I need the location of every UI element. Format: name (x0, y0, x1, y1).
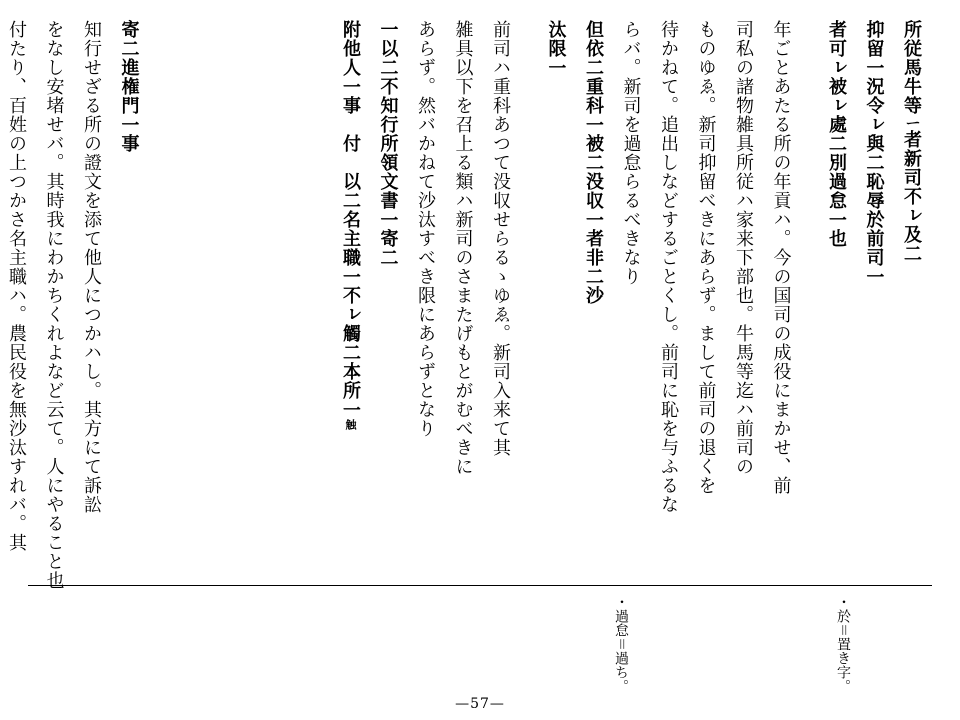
footnote-1: ・於＝置き字。 (835, 595, 851, 693)
footnote-divider (28, 585, 932, 586)
text-line-6: ものゆゑ。新司抑留べきにあらず。まして前司の退くを (695, 20, 717, 495)
page-number: —57— (455, 696, 505, 712)
text-line-15-main: 附他人㆒事 付 以㆓名主職㆒不ㇾ觸㆓本所㆒ (340, 20, 361, 419)
vertical-text-body (0, 20, 930, 590)
text-line-5: 司私の諸物雑具所従ハ家来下部也。牛馬等迄ハ前司の (733, 20, 754, 476)
text-line-16 (110, 20, 332, 580)
text-line-10: 汰限㆒ (545, 20, 567, 77)
text-line-12: 雑具以下を召上る類ハ新司のさまたげもとがむべきに (452, 20, 474, 476)
text-line-1: 所従馬牛等ㄧ者新司不ㇾ及㆓ (901, 20, 922, 264)
text-line-9: 但依㆓重科㆒被㆓没収㆒者非㆓沙 (583, 20, 604, 305)
ruby-annotation: 触 (344, 419, 357, 431)
text-line-13: あらず。然バかねて沙汰すべき限にあらずとなり (415, 20, 436, 438)
text-line-2: 抑留㆒況令ㇾ與㆓恥辱於前司㆒ (863, 20, 885, 286)
text-line-4: 年ごとあたる所の年貢ハ。今の国司の成役にまかせ、前 (770, 20, 792, 495)
text-line-19: 付たり、百姓の上つかさ名主職ハ。農民役を無沙汰すれバ。其 (6, 20, 27, 552)
text-line-16-main: 寄㆓進権門㆒事 (118, 20, 140, 153)
text-line-3: 者可ㇾ被ㇾ處㆓別過怠㆒也 (826, 20, 847, 248)
text-line-17: 知行せざる所の證文を添て他人につかハし。其方にて訴訟 (81, 20, 102, 514)
text-line-11: 前司ハ重科あつて没収せらるゝゆゑ。新司入来て其 (490, 20, 511, 457)
text-line-18: をなし安堵せバ。其時我にわかちくれよなど云て。人にやること也 (43, 20, 65, 590)
text-line-15 (332, 20, 370, 580)
text-line-14: 一以㆓不知行所領文書㆒寄㆓ (377, 20, 399, 267)
text-line-7: 待かねて。追出しなどするごとくし。前司に恥を与ふるな (658, 20, 679, 514)
text-line-8: らバ。新司を過怠らるべきなり (620, 20, 642, 286)
footnote-2: ・過怠＝過ち。 (613, 595, 629, 693)
